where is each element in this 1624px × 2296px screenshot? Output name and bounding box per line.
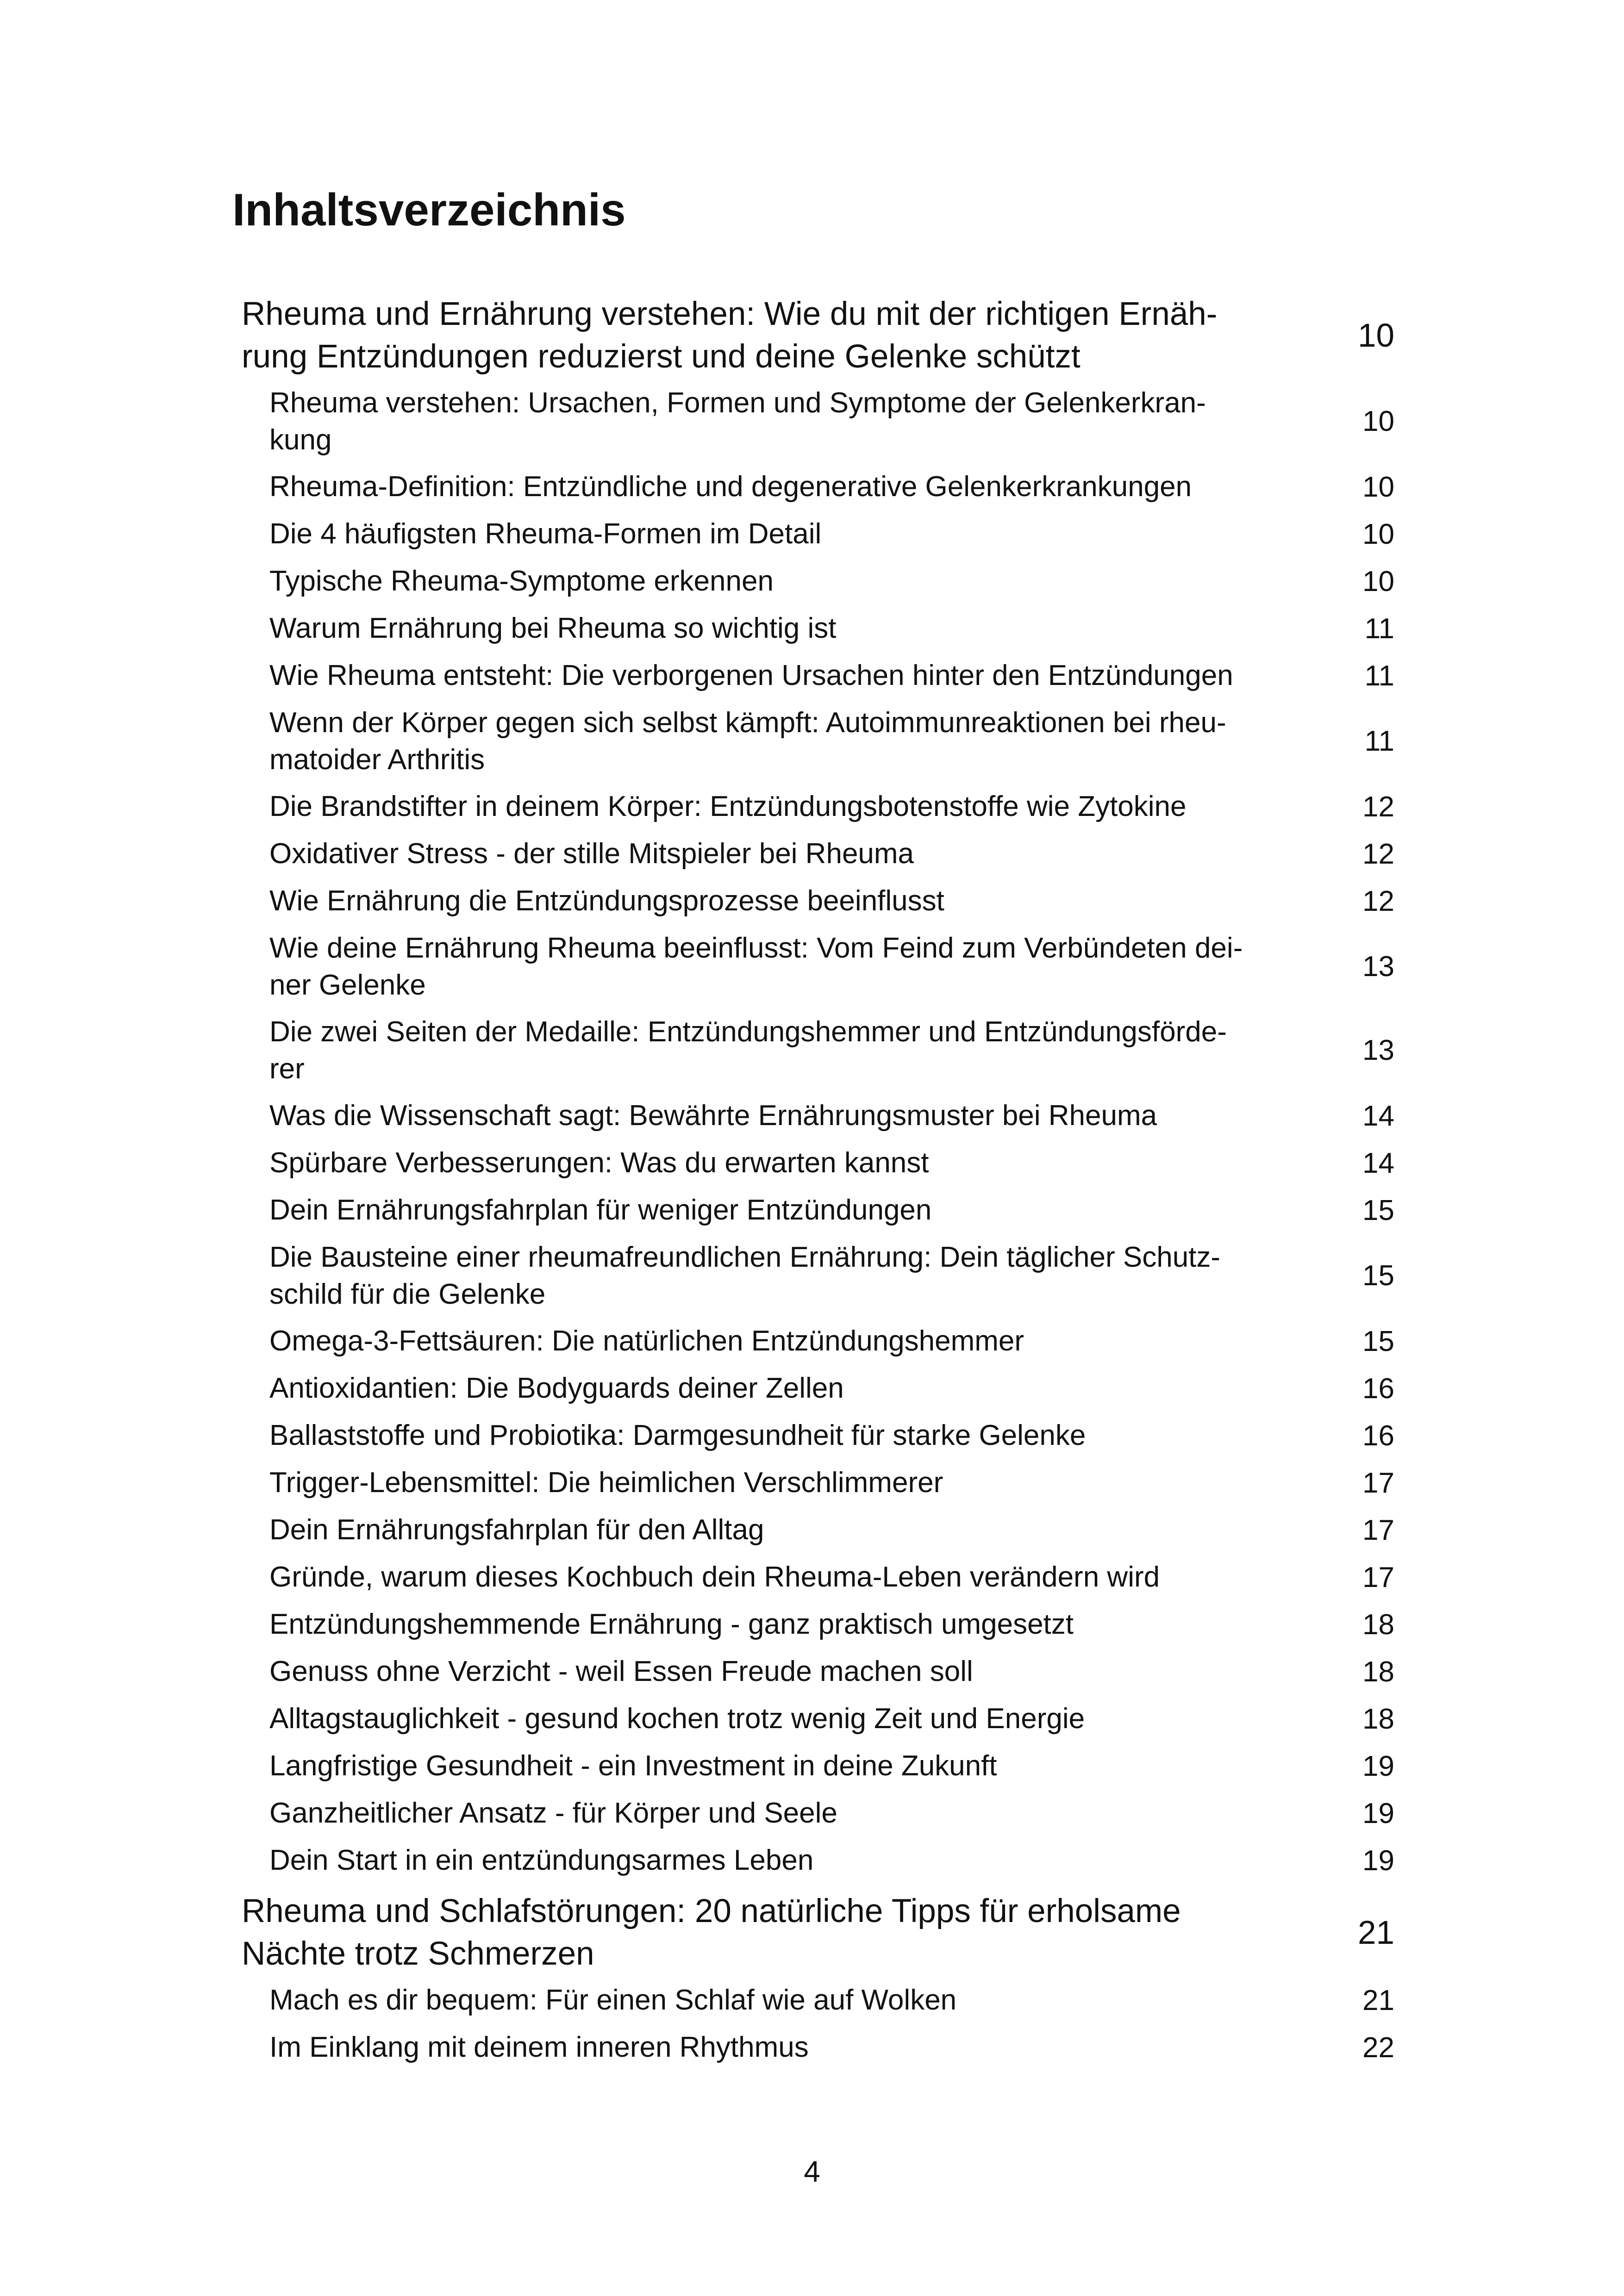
toc-entry-page-number: 17 [1362,1514,1394,1546]
toc-section-entry[interactable] [269,1790,1394,1837]
toc-entry-title: Ballaststoffe und Probiotika: Darmgesundheit für starke Gelenke [269,1419,1086,1451]
toc-section-entry[interactable] [269,1977,1394,2024]
toc-entry-page-number: 21 [1362,1984,1394,2016]
toc-entry-page-number: 17 [1362,1467,1394,1499]
toc-entry-page-number: 18 [1362,1608,1394,1641]
toc-entry-title: Genuss ohne Verzicht - weil Essen Freude machen soll [269,1655,973,1687]
toc-entry-title: Wie Ernährung die Entzündungsprozesse beeinflusst [269,885,944,917]
toc-section-entry[interactable] [269,1601,1394,1648]
toc-chapter-entry[interactable] [242,1889,1394,1977]
page-number: 4 [804,2155,820,2188]
toc-section-entry[interactable] [269,1365,1394,1412]
toc-section-entry[interactable] [269,783,1394,830]
toc-entry-title: Im Einklang mit deinem inneren Rhythmus [269,2031,809,2063]
toc-entry-title: Die Brandstifter in deinem Körper: Entzündungsbotenstoffe wie Zytokine [269,790,1187,822]
toc-entry-page-number: 10 [1362,518,1394,550]
toc-entry-page-number: 12 [1362,790,1394,823]
toc-section-entry[interactable] [269,380,1394,463]
toc-entry-page-number: 10 [1358,317,1394,354]
toc-entry-title: Rheuma und Ernährung verstehen: Wie du mit der richtigen Ernäh- rung Entzündungen reduzierst und deine Gelenke schützt [242,296,1218,375]
toc-section-entry[interactable] [269,510,1394,558]
toc-entry-page-number: 16 [1362,1419,1394,1452]
toc-section-entry[interactable] [269,463,1394,510]
toc-entry-title: Wie Rheuma entsteht: Die verborgenen Ursachen hinter den Entzündungen [269,660,1233,691]
toc-section-entry[interactable] [269,877,1394,925]
toc-section-entry[interactable] [269,2024,1394,2071]
toc-entry-page-number: 13 [1362,1034,1394,1066]
toc-entry-title: Die 4 häufigsten Rheuma-Formen im Detail [269,518,822,550]
page-title: Inhaltsverzeichnis [232,184,626,235]
toc-section-entry[interactable] [269,925,1394,1008]
toc-entry-page-number: 19 [1362,1797,1394,1829]
toc-entry-title: Die Bausteine einer rheumafreundlichen Ernährung: Dein täglicher Schutz- schild für die Gelenke [269,1241,1221,1310]
toc-entry-title: Ganzheitlicher Ansatz - für Körper und Seele [269,1797,837,1829]
toc-entry-page-number: 10 [1362,565,1394,597]
toc-section-entry[interactable] [269,1554,1394,1601]
toc-entry-title: Antioxidantien: Die Bodyguards deiner Zellen [269,1372,844,1404]
toc-entry-title: Wie deine Ernährung Rheuma beeinflusst: Vom Feind zum Verbündeten dei- ner Gelenke [269,932,1243,1001]
toc-entry-page-number: 18 [1362,1655,1394,1688]
toc-entry-title: Rheuma und Schlafstörungen: 20 natürliche Tipps für erholsame Nächte trotz Schmerzen [242,1893,1181,1972]
toc-entry-page-number: 10 [1362,471,1394,503]
toc-entry-page-number: 19 [1362,1844,1394,1877]
toc-entry-title: Rheuma verstehen: Ursachen, Formen und Symptome der Gelenkerkran- kung [269,386,1206,456]
toc-section-entry[interactable] [269,1187,1394,1234]
toc-entry-title: Trigger-Lebensmittel: Die heimlichen Verschlimmerer [269,1467,943,1499]
toc-section-entry[interactable] [269,605,1394,652]
toc-section-entry[interactable] [269,1742,1394,1790]
toc-section-entry[interactable] [269,699,1394,783]
toc-entry-title: Dein Start in ein entzündungsarmes Leben [269,1844,814,1876]
toc-entry-page-number: 10 [1362,405,1394,437]
toc-entry-page-number: 12 [1362,838,1394,870]
toc-entry-page-number: 15 [1362,1325,1394,1357]
toc-section-entry[interactable] [269,1837,1394,1884]
toc-section-entry[interactable] [269,1648,1394,1695]
toc-entry-page-number: 12 [1362,885,1394,917]
toc-section-entry[interactable] [269,652,1394,699]
toc-entry-title: Wenn der Körper gegen sich selbst kämpft: Autoimmunreaktionen bei rheu- matoider Arthritis [269,706,1226,776]
toc-entry-page-number: 18 [1362,1703,1394,1735]
toc-entry-title: Dein Ernährungsfahrplan für weniger Entzündungen [269,1194,932,1226]
toc-entry-title: Rheuma-Definition: Entzündliche und degenerative Gelenkerkrankungen [269,471,1192,503]
toc-entry-title: Dein Ernährungsfahrplan für den Alltag [269,1514,764,1546]
toc-entry-page-number: 16 [1362,1372,1394,1405]
toc-section-entry[interactable] [269,1139,1394,1187]
toc-entry-page-number: 15 [1362,1260,1394,1292]
toc-entry-title: Typische Rheuma-Symptome erkennen [269,565,774,597]
toc-section-entry[interactable] [269,1318,1394,1365]
toc-entry-page-number: 13 [1362,951,1394,983]
toc-entry-title: Was die Wissenschaft sagt: Bewährte Ernährungsmuster bei Rheuma [269,1100,1157,1132]
toc-entry-title: Langfristige Gesundheit - ein Investment in deine Zukunft [269,1750,997,1782]
toc-entry-title: Spürbare Verbesserungen: Was du erwarten kannst [269,1147,929,1179]
toc-entry-page-number: 17 [1362,1561,1394,1593]
toc-entry-title: Omega-3-Fettsäuren: Die natürlichen Entzündungshemmer [269,1325,1024,1357]
toc-entry-title: Entzündungshemmende Ernährung - ganz praktisch umgesetzt [269,1608,1074,1640]
toc-section-entry[interactable] [269,1092,1394,1139]
toc-section-entry[interactable] [269,1008,1394,1092]
toc-entry-page-number: 11 [1364,725,1394,757]
toc-entry-page-number: 19 [1362,1750,1394,1782]
toc-entry-page-number: 14 [1362,1147,1394,1179]
toc-section-entry[interactable] [269,1695,1394,1742]
toc-chapter-entry[interactable] [242,292,1394,380]
toc-section-entry[interactable] [269,1412,1394,1459]
toc-section-entry[interactable] [269,1506,1394,1554]
toc-entry-page-number: 14 [1362,1100,1394,1132]
toc-entry-title: Warum Ernährung bei Rheuma so wichtig ist [269,612,837,644]
toc-entry-title: Gründe, warum dieses Kochbuch dein Rheuma-Leben verändern wird [269,1561,1160,1593]
toc-section-entry[interactable] [269,830,1394,877]
toc-entry-title: Mach es dir bequem: Für einen Schlaf wie auf Wolken [269,1984,957,2016]
table-of-contents [242,292,1394,2071]
toc-entry-title: Die zwei Seiten der Medaille: Entzündungshemmer und Entzündungsförde- rer [269,1015,1227,1085]
toc-entry-page-number: 15 [1362,1194,1394,1226]
toc-entry-page-number: 21 [1358,1914,1394,1951]
toc-section-entry[interactable] [269,1459,1394,1506]
toc-section-entry[interactable] [269,1234,1394,1318]
toc-entry-page-number: 11 [1364,612,1394,645]
toc-entry-title: Oxidativer Stress - der stille Mitspieler bei Rheuma [269,838,914,870]
toc-entry-page-number: 22 [1362,2031,1394,2064]
toc-entry-page-number: 11 [1364,660,1394,692]
toc-section-entry[interactable] [269,558,1394,605]
toc-entry-title: Alltagstauglichkeit - gesund kochen trotz wenig Zeit und Energie [269,1703,1085,1735]
